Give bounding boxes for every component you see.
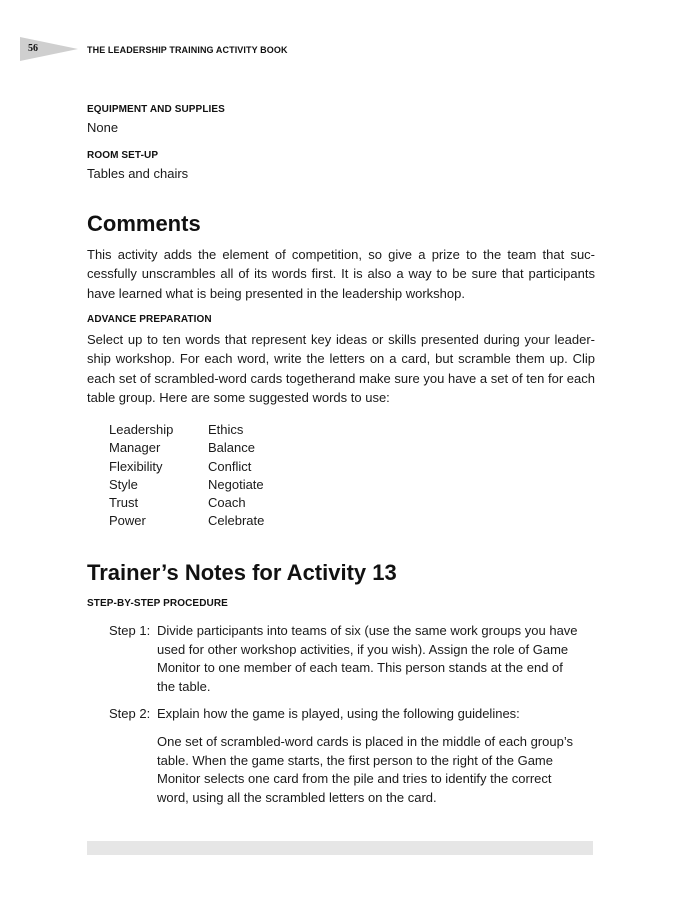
trainer-notes-heading: Trainer’s Notes for Activity 13 [87, 560, 397, 585]
step-2-text [157, 705, 595, 724]
word-item: Power [109, 513, 146, 529]
guideline-line: One set of scrambled-word cards is placed in the middle of each group’s [157, 734, 573, 749]
step-line: the table. [157, 678, 211, 694]
advance-paragraph: Select up to ten words that represent key ideas or skills presented during your leader-ship workshop. For each word, write the letters on a card, but scramble them up. Clip each set of scrambled-word cards togetherand make sure you have a set of ten for each table group. Here are some suggested words to use: [87, 332, 595, 405]
guideline-line: word, using all the scrambled letters on the card. [157, 789, 437, 805]
procedure-heading: STEP-BY-STEP PROCEDURE [87, 598, 228, 609]
room-heading: ROOM SET-UP [87, 150, 159, 161]
equipment-text: None [87, 120, 119, 135]
step-line: Monitor to one member of each team. This person stands at the end of [157, 660, 563, 675]
step-1-text [157, 622, 595, 696]
step-2-label: Step 2: [109, 706, 151, 721]
page-number: 56 [28, 43, 38, 54]
step-2-guidelines [157, 733, 595, 807]
word-item: Style [109, 476, 138, 492]
word-item: Coach [208, 495, 246, 511]
guideline-line: Monitor selects one card from the pile and tries to identify the correct [157, 771, 552, 786]
word-item: Ethics [208, 422, 244, 437]
word-item: Balance [208, 440, 255, 456]
step-line: Divide participants into teams of six (use the same work groups you have [157, 623, 578, 638]
footer-bar [87, 841, 593, 855]
word-item: Leadership [109, 422, 174, 437]
word-item: Negotiate [208, 476, 264, 492]
step-line: Explain how the game is played, using the following guidelines: [157, 706, 520, 721]
running-head: THE LEADERSHIP TRAINING ACTIVITY BOOK [87, 45, 288, 55]
word-item: Conflict [208, 458, 252, 474]
room-text: Tables and chairs [87, 166, 189, 181]
suggested-words-list [109, 421, 328, 531]
comments-heading: Comments [87, 211, 201, 236]
step-1-label: Step 1: [109, 623, 151, 638]
equipment-heading: EQUIPMENT AND SUPPLIES [87, 104, 225, 115]
word-item: Celebrate [208, 513, 265, 529]
word-item: Flexibility [109, 458, 163, 474]
word-item: Manager [109, 440, 161, 456]
step-line: used for other workshop activities, if you wish). Assign the role of Game [157, 641, 569, 657]
comments-paragraph: This activity adds the element of competition, so give a prize to the team that suc-cessfully unscrambles all of its words first. It is also a way to be sure that participants have learned what is being presented in the leadership workshop. [87, 247, 595, 301]
guideline-line: table. When the game starts, the first person to the right of the Game [157, 752, 553, 768]
word-item: Trust [109, 495, 139, 511]
advance-heading: ADVANCE PREPARATION [87, 314, 212, 325]
